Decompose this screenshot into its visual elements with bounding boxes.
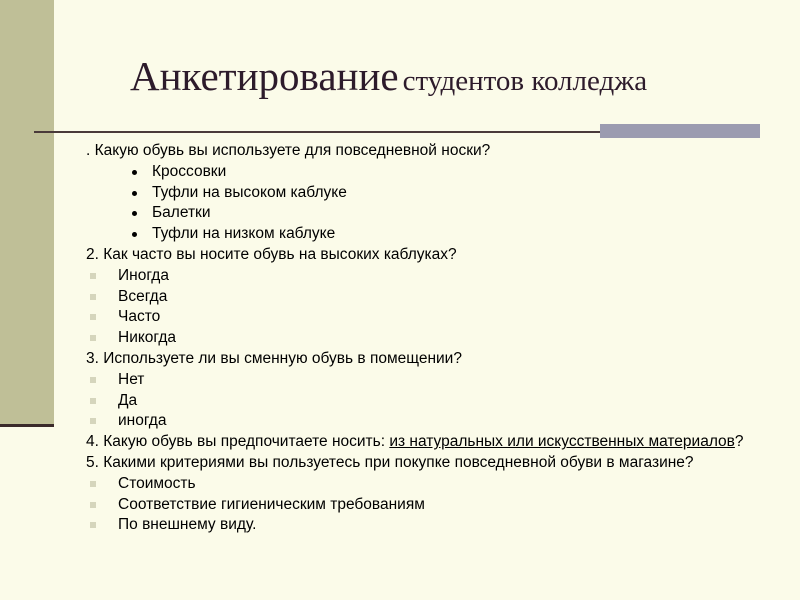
q4-prefix: 4. Какую обувь вы предпочитаете носить:: [86, 433, 390, 451]
q2-option: Всегда: [86, 287, 766, 308]
q2-option: Иногда: [86, 266, 766, 287]
title-sub: студентов колледжа: [402, 65, 648, 97]
question-5: 5. Какими критериями вы пользуетесь при покупке повседневной обуви в магазине?: [86, 453, 694, 471]
q1-option: Кроссовки: [86, 162, 766, 183]
question-1: . Какую обувь вы используете для повседневной носки?: [86, 142, 491, 159]
q4-suffix: ?: [734, 433, 744, 451]
slide-title: [130, 52, 790, 108]
q1-option: Туфли на высоком каблуке: [86, 183, 766, 204]
q2-option: Часто: [86, 307, 766, 328]
divider-accent-block: [600, 124, 760, 138]
survey-content: [86, 141, 766, 536]
q5-option: Соответствие гигиеническим требованиям: [86, 495, 766, 516]
q2-option: Никогда: [86, 328, 766, 349]
side-accent-bar: [0, 0, 54, 424]
title-main: Анкетирование: [130, 53, 399, 99]
q4-underlined-text: из натуральных или искусственных материалов: [389, 433, 735, 451]
q3-option: Нет: [86, 370, 766, 391]
question-3: 3. Используете ли вы сменную обувь в помещении?: [86, 349, 462, 367]
question-4: [86, 432, 746, 453]
question-2: 2. Как часто вы носите обувь на высоких каблуках?: [86, 245, 457, 263]
q1-option: Туфли на низком каблуке: [86, 224, 766, 245]
q5-option: По внешнему виду.: [86, 515, 766, 536]
side-accent-line: [0, 424, 54, 427]
q3-option: Да: [86, 391, 766, 412]
q5-option: Стоимость: [86, 474, 766, 495]
q1-option: Балетки: [86, 203, 766, 224]
q3-option: иногда: [86, 411, 766, 432]
